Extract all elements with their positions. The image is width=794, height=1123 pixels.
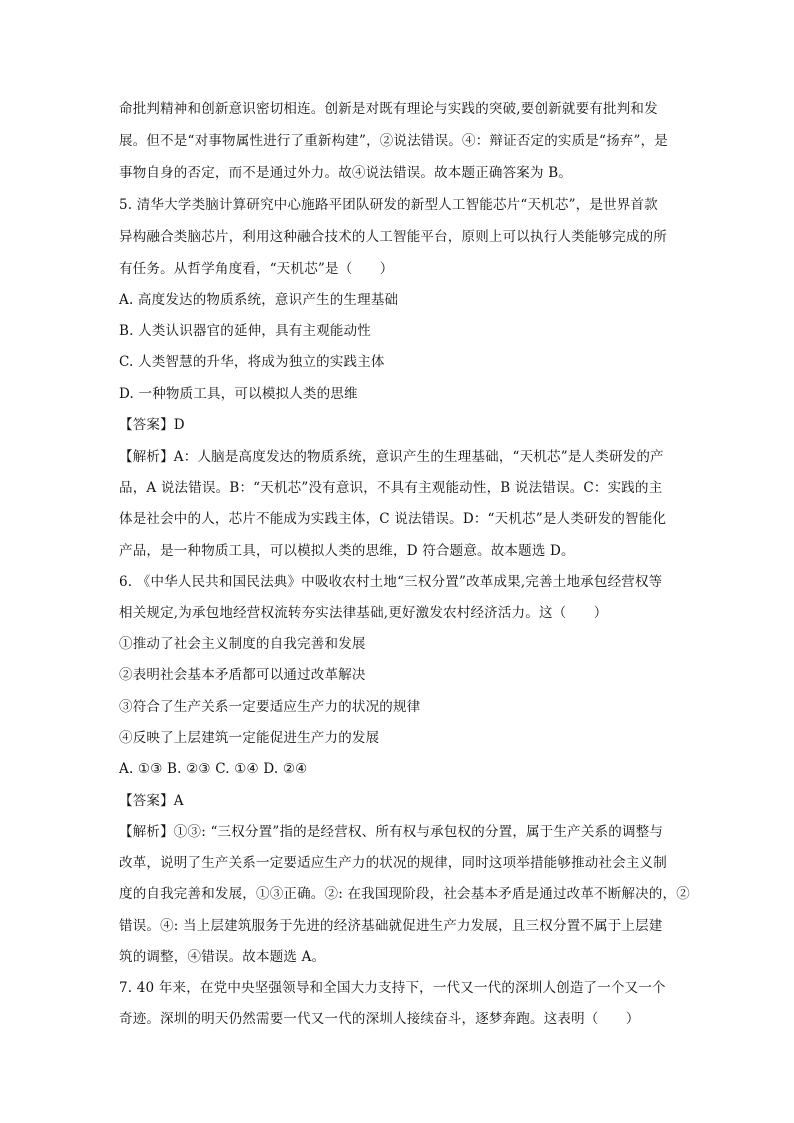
- option-b: B. 人类认识器官的延伸，具有主观能动性: [119, 323, 372, 339]
- text-line: 异构融合类脑芯片，利用这种融合技术的人工智能平台，原则上可以执行人类能够完成的所: [119, 229, 667, 245]
- text-line: 事物自身的否定，而不是通过外力。故④说法错误。故本题正确答案为 B。: [119, 165, 573, 181]
- statement-1: ①推动了社会主义制度的自我完善和发展: [119, 636, 366, 652]
- statement-2: ②表明社会基本矛盾都可以通过改革解决: [119, 667, 366, 683]
- text-line: 度的自我完善和发展，①③正确。②: 在我国现阶段，社会基本矛盾是通过改革不断解决的，②: [119, 886, 690, 902]
- answer-label: 【答案】D: [119, 417, 185, 433]
- analysis-text: 【解析】①③: “三权分置”指的是经营权、所有权与承包权的分置，属于生产关系的调整与: [119, 824, 664, 840]
- text-line: 有任务。从哲学角度看，“天机芯”是（ ）: [119, 261, 394, 277]
- question-7-stem: 7. 40 年来，在党中央坚强领导和全国大力支持下，一代又一代的深圳人创造了一个又一个: [119, 980, 666, 996]
- text-line: 改革，说明了生产关系一定要适应生产力的状况的规律，同时这项举措能够推动社会主义制: [119, 855, 667, 871]
- text-line: 命批判精神和创新意识密切相连。创新是对既有理论与实践的突破,要创新就要有批判和发: [119, 101, 658, 117]
- option-a: A. 高度发达的物质系统，意识产生的生理基础: [119, 292, 399, 308]
- text-line: 奇迹。深圳的明天仍然需要一代又一代的深圳人接续奋斗，逐梦奔跑。这表明（ ）: [119, 1011, 640, 1027]
- text-line: 相关规定,为承包地经营权流转夯实法律基础,更好激发农村经济活力。这（ ）: [119, 605, 608, 621]
- text-line: 体是社会中的人，芯片不能成为实践主体，C 说法错误。D：“天机芯”是人类研发的智能化: [119, 511, 667, 527]
- text-line: 产品，是一种物质工具，可以模拟人类的思维，D 符合题意。故本题选 D。: [119, 543, 575, 559]
- question-6-stem: 6. 《中华人民共和国民法典》中吸收农村土地“三权分置”改革成果,完善土地承包经营权等: [119, 574, 663, 590]
- options-row: A. ①③ B. ②③ C. ①④ D. ②④: [119, 761, 308, 777]
- text-line: 筑的调整，④错误。故本题选 A。: [119, 949, 326, 965]
- text-line: 展。但不是“对事物属性进行了重新构建”，②说法错误。④：辩证否定的实质是“扬弃”，是: [119, 133, 669, 149]
- option-d: D. 一种物质工具，可以模拟人类的思维: [119, 386, 358, 402]
- statement-4: ④反映了上层建筑一定能促进生产力的发展: [119, 730, 380, 746]
- question-5-stem: 5. 清华大学类脑计算研究中心施路平团队研发的新型人工智能芯片“天机芯”，是世界首款: [119, 197, 658, 213]
- analysis-text: 【解析】A：人脑是高度发达的物质系统，意识产生的生理基础，“天机芯”是人类研发的产: [119, 449, 664, 465]
- text-line: 错误。④: 当上层建筑服务于先进的经济基础就促进生产力发展，且三权分置不属于上层建: [119, 918, 663, 934]
- option-c: C. 人类智慧的升华，将成为独立的实践主体: [119, 354, 385, 370]
- statement-3: ③符合了生产关系一定要适应生产力的状况的规律: [119, 699, 421, 715]
- text-line: 品，A 说法错误。B：“天机芯”没有意识，不具有主观能动性，B 说法错误。C：实践的主: [119, 480, 663, 496]
- answer-label: 【答案】A: [119, 793, 184, 809]
